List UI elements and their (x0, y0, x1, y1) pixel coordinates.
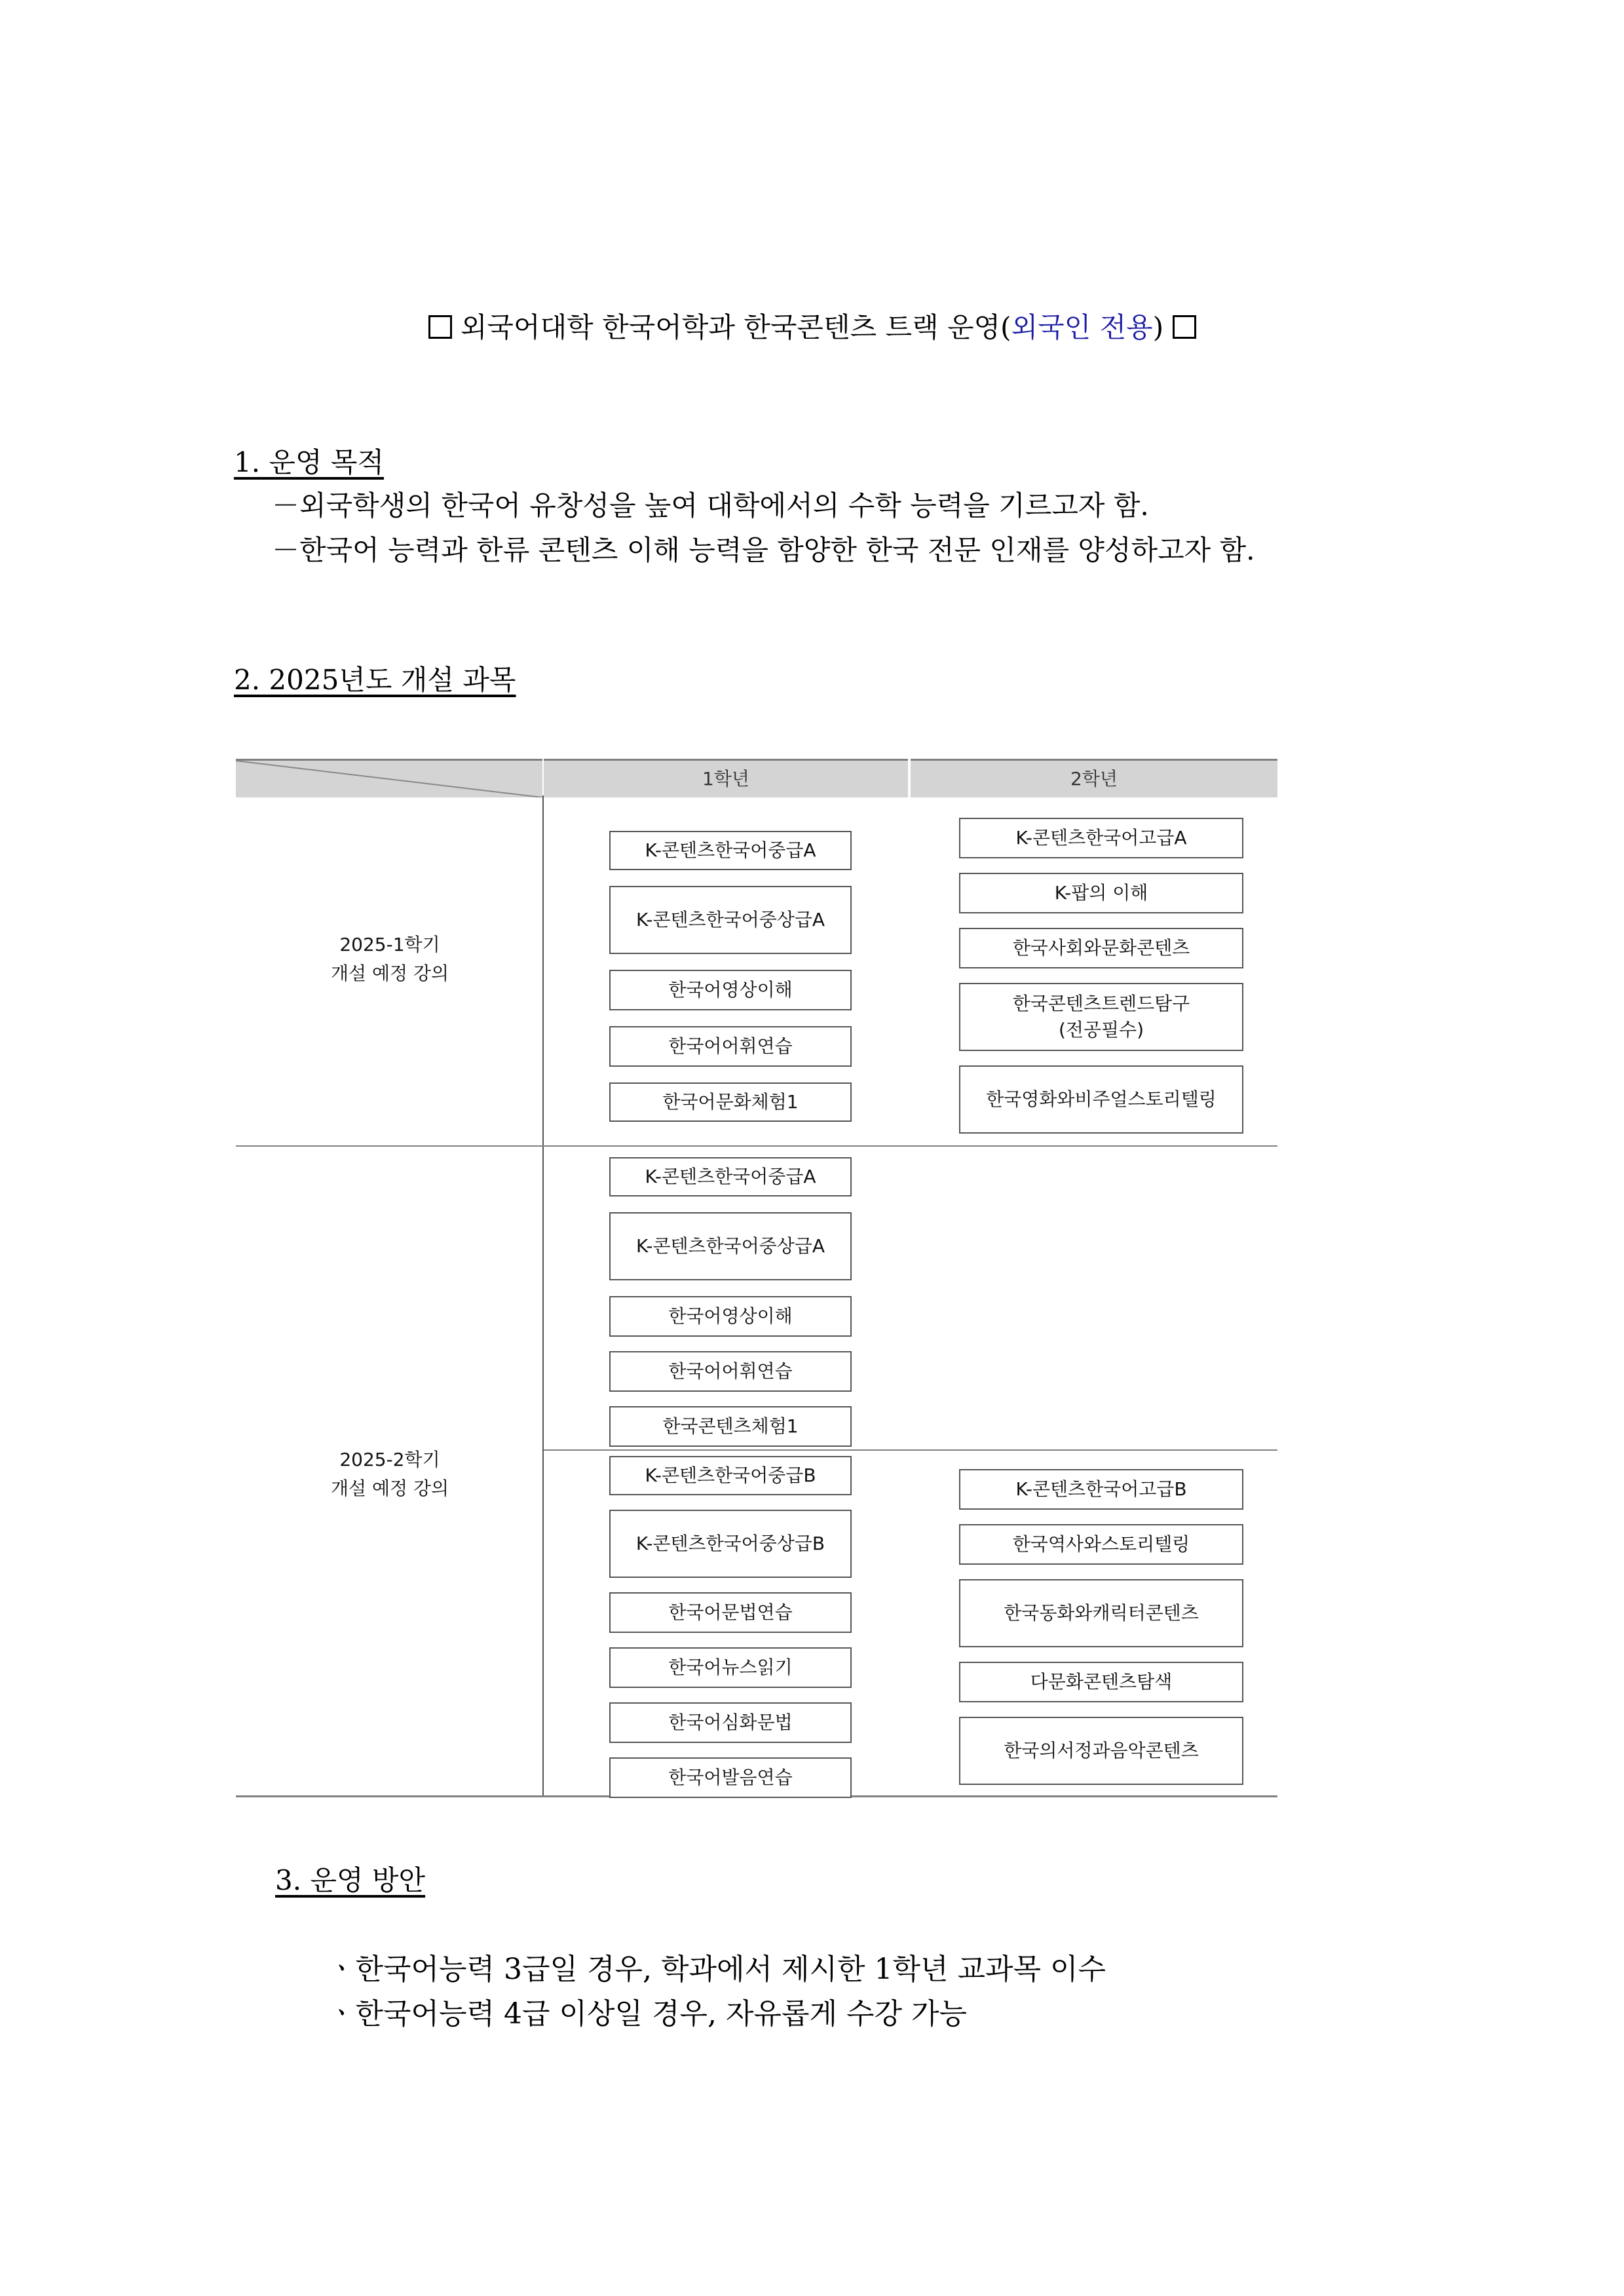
course-cell: K-콘텐츠한국어중급B (609, 1456, 852, 1495)
course-cell: K-콘텐츠한국어고급B (959, 1469, 1243, 1510)
course-cell: 한국사회와문화콘텐츠 (959, 928, 1243, 968)
course-cell: K-콘텐츠한국어고급A (959, 818, 1243, 858)
checkbox-square-icon (428, 315, 452, 339)
course-cell-line1: 한국콘텐츠트렌드탐구 (1012, 993, 1190, 1014)
course-cell: 한국콘텐츠체험1 (609, 1406, 852, 1447)
course-cell: 한국어문법연습 (609, 1592, 852, 1633)
course-cell: 한국어영상이해 (609, 1296, 852, 1337)
section3-bullet-2: ㆍ한국어능력 4급 이상일 경우, 자유롭게 수강 가능 (328, 1997, 967, 2031)
course-cell: 한국어발음연습 (609, 1757, 852, 1798)
section1-heading: 1. 운영 목적 (234, 446, 385, 478)
course-cell: K-콘텐츠한국어중상급B (609, 1510, 852, 1578)
sem1-label (236, 930, 544, 988)
header-year1-cell (544, 759, 908, 797)
diagonal-line-icon (236, 761, 542, 797)
header-year1: 1학년 (702, 768, 749, 790)
course-cell: K-콘텐츠한국어중상급A (609, 886, 852, 954)
section1-line-2: －한국어 능력과 한류 콘텐츠 이해 능력을 함양한 한국 전문 인재를 양성하고자 함. (272, 534, 1255, 566)
sem1-label-line2: 개설 예정 강의 (330, 963, 449, 984)
section2-heading: 2. 2025년도 개설 과목 (234, 664, 516, 696)
title-close: ) (1152, 311, 1164, 343)
course-cell: 한국어심화문법 (609, 1702, 852, 1743)
header-corner-cell (236, 759, 542, 797)
course-cell: 한국어영상이해 (609, 970, 852, 1010)
course-cell: 한국어어휘연습 (609, 1351, 852, 1392)
checkbox-square-icon (1173, 315, 1196, 339)
semester2-group-divider (544, 1449, 1277, 1451)
sem2-label-line2: 개설 예정 강의 (330, 1478, 449, 1499)
course-cell: 한국동화와캐릭터콘텐츠 (959, 1579, 1243, 1647)
sem1-label-line1: 2025-1학기 (339, 934, 440, 955)
header-separator (909, 761, 911, 797)
section3-heading: 3. 운영 방안 (275, 1864, 426, 1896)
course-cell: 한국어뉴스읽기 (609, 1647, 852, 1688)
course-cell: 한국역사와스토리텔링 (959, 1524, 1243, 1565)
course-cell (959, 983, 1243, 1051)
course-cell: 한국어문화체험1 (609, 1082, 852, 1122)
course-cell: K-콘텐츠한국어중상급A (609, 1212, 852, 1280)
course-cell: 한국영화와비주얼스토리텔링 (959, 1065, 1243, 1134)
course-cell-line2: (전공필수) (1058, 1019, 1144, 1041)
section1-line-1: －외국학생의 한국어 유창성을 높여 대학에서의 수학 능력을 기르고자 함. (272, 489, 1149, 522)
header-year2-cell (911, 759, 1277, 797)
course-cell: K-콘텐츠한국어중급A (609, 1157, 852, 1196)
course-cell: K-팝의 이해 (959, 873, 1243, 913)
course-cell: 다문화콘텐츠탐색 (959, 1662, 1243, 1702)
course-table (236, 759, 1277, 1797)
sem2-label (236, 1445, 544, 1503)
semester-divider (236, 1145, 1277, 1147)
header-year2: 2학년 (1070, 768, 1118, 790)
course-cell: 한국어어휘연습 (609, 1026, 852, 1067)
document-title (0, 308, 1624, 347)
sem2-label-line1: 2025-2학기 (339, 1449, 440, 1470)
course-cell: K-콘텐츠한국어중급A (609, 831, 852, 870)
course-cell: 한국의서정과음악콘텐츠 (959, 1717, 1243, 1785)
title-highlight: 외국인 전용 (1011, 311, 1153, 343)
title-main: 외국어대학 한국어학과 한국콘텐츠 트랙 운영( (460, 311, 1011, 343)
section3-bullet-1: ㆍ한국어능력 3급일 경우, 학과에서 제시한 1학년 교과목 이수 (328, 1953, 1106, 1986)
